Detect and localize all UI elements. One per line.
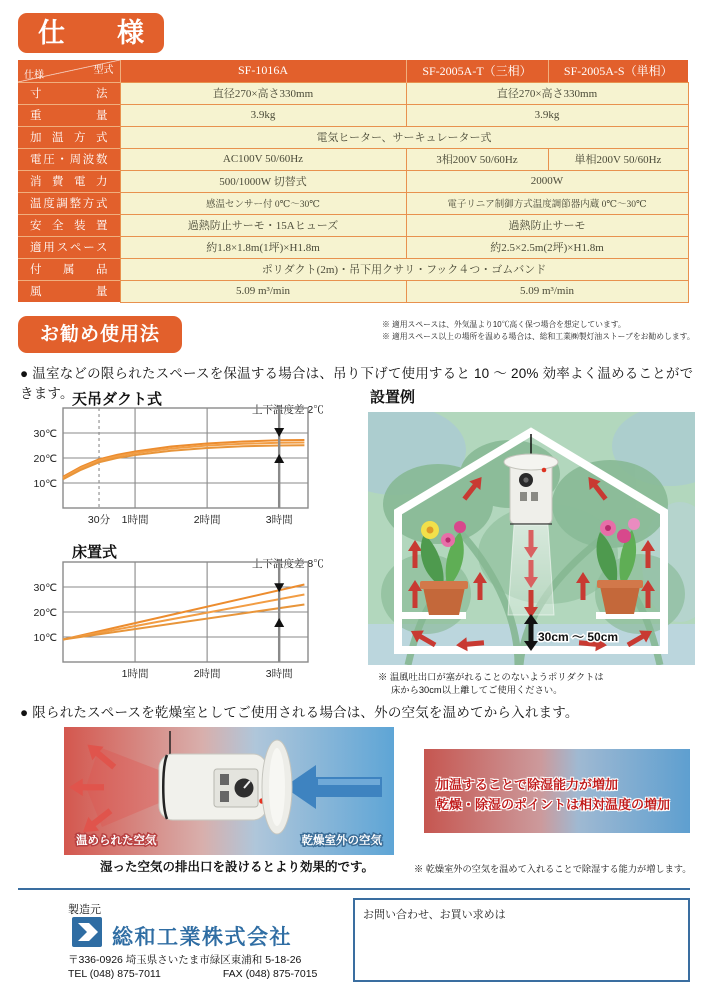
effect-text: 湿った空気の排出口を設けるとより効果的です。 [100,860,375,874]
svg-text:2時間: 2時間 [193,514,221,526]
chart1-annotation-label: 上下温度差 2℃ [252,404,324,416]
table-row: 電圧・周波数 AC100V 50/60Hz 3相200V 50/60Hz 単相200V 50/60Hz [18,148,688,170]
contact-label: お問い合わせ、お買い求めは [363,909,506,921]
greenhouse-illustration [368,412,695,665]
model-header-2: SF-2005A-T（三相） [406,60,548,82]
table-row: 寸法 直径270×高さ330mm 直径270×高さ330mm [18,82,688,104]
installation-heading: 設置例 [370,389,416,406]
svg-text:30分: 30分 [87,514,111,526]
svg-text:3時間: 3時間 [265,668,293,680]
greenhouse-svg [368,412,695,665]
svg-text:3時間: 3時間 [265,514,293,526]
svg-text:10℃: 10℃ [33,632,57,644]
table-row: 適用スペース 約1.8×1.8m(1坪)×H1.8m 約2.5×2.5m(2坪)×H1.8m [18,236,688,258]
company-logo [72,917,102,952]
table-row: 加温方式 電気ヒーター、サーキュレーター式 [18,126,688,148]
drying-note: ※ 乾燥室外の空気を温めて入れることで除湿する能力が増します。 [414,864,692,874]
company-address: 〒336-0926 埼玉県さいたま市緑区東浦和 5-18-26 [68,954,302,966]
usage-bullet-1: ● 温室などの限られたスペースを保温する場合は、吊り下げて使用すると 10 ～ 20% 効率よく温めることができます。 [20,366,694,401]
logo-arrow-icon [72,917,102,947]
usage-note-1: ※ 適用スペースは、外気温より10℃高く保つ場合を想定しています。 [382,320,626,329]
svg-text:20℃: 20℃ [33,453,57,465]
chart1-title: 天吊ダクト式 [72,391,163,408]
table-row: 重量 3.9kg 3.9kg [18,104,688,126]
model-header-3: SF-2005A-S（単相） [548,60,688,82]
table-row: 風量 5.09 m³/min 5.09 m³/min [18,280,688,302]
footer-divider [18,888,690,890]
distance-label: 30cm ～ 50cm [538,630,619,644]
model-header-1: SF-1016A [120,60,406,82]
table-row: 消費電力 500/1000W 切替式 2000W [18,170,688,192]
greenhouse-caption: ※ 温風吐出口が塞がれることのないようポリダクトは 床から30cm以上離してご使用ください。 [378,672,604,696]
svg-text:1時間: 1時間 [121,668,149,680]
dehumidify-info-box: 加温することで除湿能力が増加 乾燥・除湿のポイントは相対温度の増加 [424,749,690,833]
drying-illustration [64,727,394,855]
chart2-title: 床置式 [72,544,118,561]
svg-text:30℃: 30℃ [33,582,57,594]
usage-note-2: ※ 適用スペース以上の場所を温める場合は、総和工業㈱製灯油ストーブをお勧めします。 [382,332,695,342]
corner-cell: 型式 仕様 [18,60,120,82]
usage-bullet-2: ● 限られたスペースを乾燥室としてご使用される場合は、外の空気を温めてから入れます。 [20,705,579,720]
svg-text:2時間: 2時間 [193,668,221,680]
usage-notes [382,319,704,343]
svg-text:1時間: 1時間 [121,514,149,526]
page-title: 仕様 [18,13,164,53]
chart1 [18,400,350,535]
warm-air-label: 温められた空気 [76,835,157,847]
svg-text:10℃: 10℃ [33,478,57,490]
chart2-annotation-label: 上下温度差 8℃ [252,558,324,570]
drying-svg [64,727,394,855]
svg-text:20℃: 20℃ [33,607,57,619]
maker-label: 製造元 [68,904,101,916]
chart2-plot [18,554,350,684]
tel: TEL (048) 875-7011 [68,968,161,980]
company-name: 総和工業株式会社 [112,926,292,949]
chart1-plot [18,400,350,530]
table-row: 付属品 ポリダクト(2m)・吊下用クサリ・フック４つ・ゴムバンド [18,258,688,280]
chart2 [18,554,350,689]
spec-table [18,60,689,303]
table-row: 安全装置 過熱防止サーモ・15Aヒューズ 過熱防止サーモ [18,214,688,236]
company-phone [68,968,317,980]
svg-text:30℃: 30℃ [33,428,57,440]
table-row: 温度調整方式 感温センサー付 0℃～30℃ 電子リニア制御方式温度調節器内蔵 0℃～30℃ [18,192,688,214]
contact-box [353,898,690,982]
usage-section-title: お勧め使用法 [18,316,182,353]
fax: FAX (048) 875-7015 [222,968,318,980]
outside-air-label: 乾燥室外の空気 [301,835,382,847]
table-header-row [18,60,688,82]
